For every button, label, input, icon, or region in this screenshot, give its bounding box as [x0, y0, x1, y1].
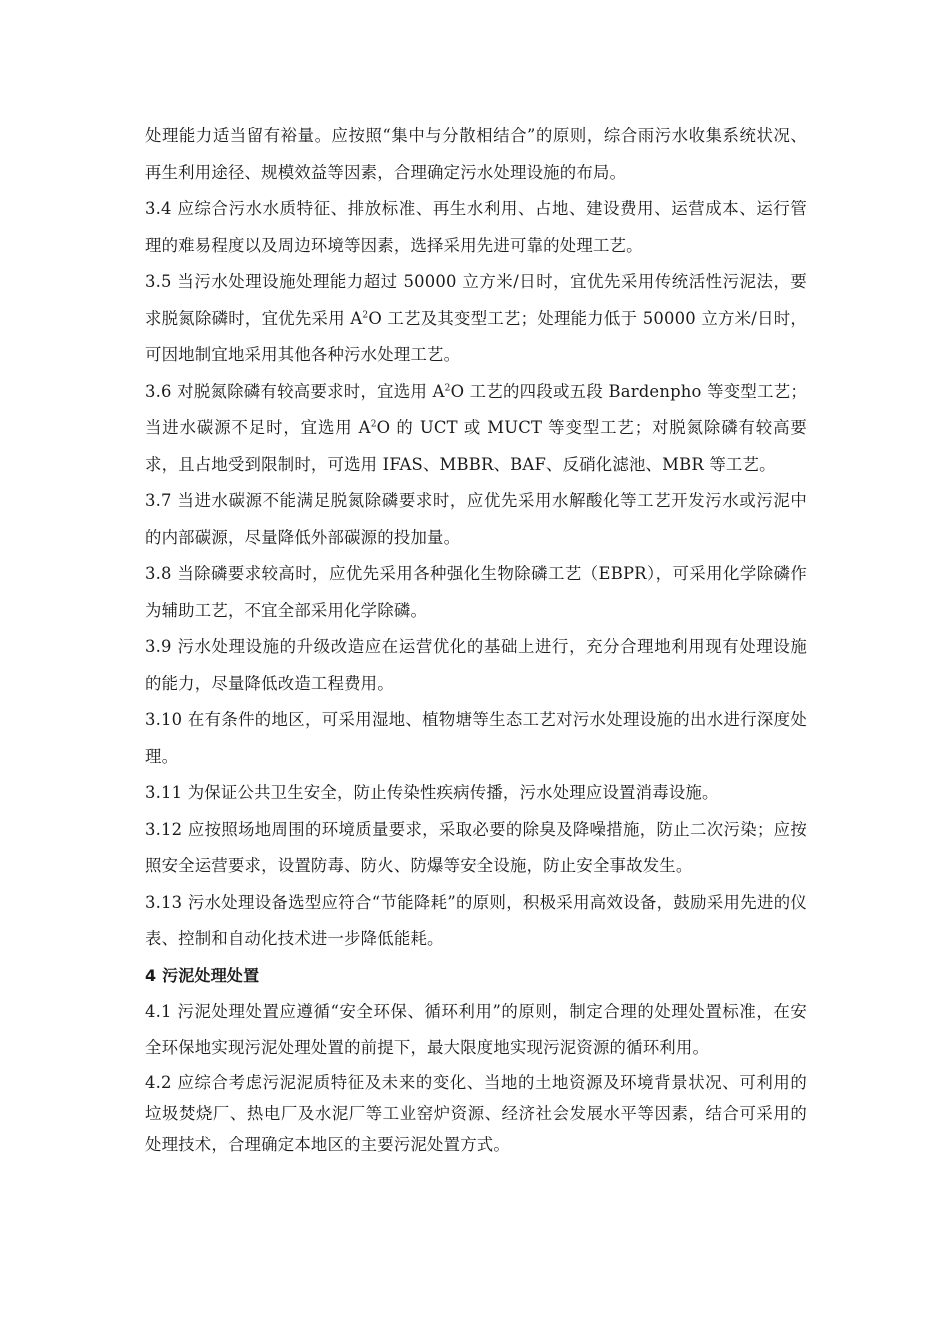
paragraph-3-12: 3.12 应按照场地周围的环境质量要求，采取必要的除臭及降噪措施，防止二次污染；应按照安全运营要求，设置防毒、防火、防爆等安全设施，防止安全事故发生。 — [145, 819, 807, 875]
document-page — [145, 118, 807, 1160]
paragraph-4-1: 4.1 污泥处理处置应遵循“安全环保、循环利用”的原则，制定合理的处理处置标准，在安全环保地实现污泥处理处置的前提下，最大限度地实现污泥资源的循环利用。 — [145, 1001, 807, 1057]
paragraph-3-5 — [145, 264, 807, 374]
paragraph-4-2: 4.2 应综合考虑污泥泥质特征及未来的变化、当地的土地资源及环境背景状况、可利用的垃圾焚烧厂、热电厂及水泥厂等工业窑炉资源、经济社会发展水平等因素，结合可采用的处理技术，合理确定本地区的主要污泥处置方式。 — [145, 1072, 807, 1154]
paragraph-3-10: 3.10 在有条件的地区，可采用湿地、植物塘等生态工艺对污水处理设施的出水进行深度处理。 — [145, 710, 807, 766]
paragraph-3-3-continued: 处理能力适当留有裕量。应按照“集中与分散相结合”的原则，综合雨污水收集系统状况、再生利用途径、规模效益等因素，合理确定污水处理设施的布局。 — [145, 126, 807, 182]
paragraph-3-7: 3.7 当进水碳源不能满足脱氮除磷要求时，应优先采用水解酸化等工艺开发污水或污泥中的内部碳源，尽量降低外部碳源的投加量。 — [145, 491, 807, 547]
paragraph-3-5-part-a: 3.5 当污水处理设施处理能力超过 50000 立方米/日时，宜优先采用传统活性污泥法，要求脱氮除磷时，宜优先采用 A — [145, 272, 807, 328]
superscript-2-second: 2 — [370, 419, 377, 430]
paragraph-3-9: 3.9 污水处理设施的升级改造应在运营优化的基础上进行，充分合理地利用现有处理设施的能力，尽量降低改造工程费用。 — [145, 637, 807, 693]
superscript-2: 2 — [444, 383, 451, 394]
superscript-2: 2 — [362, 310, 369, 321]
section-heading-4: 4 污泥处理处置 — [145, 965, 260, 985]
paragraph-3-11: 3.11 为保证公共卫生安全，防止传染性疾病传播，污水处理应设置消毒设施。 — [145, 783, 719, 802]
paragraph-3-5-part-b: O 工艺及其变型工艺；处理能力低于 50000 立方米/日时，可因地制宜地采用其他各种污水处理工艺。 — [145, 308, 807, 364]
paragraph-3-6 — [145, 374, 807, 484]
paragraph-3-13: 3.13 污水处理设备选型应符合“节能降耗”的原则，积极采用高效设备，鼓励采用先进的仪表、控制和自动化技术进一步降低能耗。 — [145, 892, 807, 948]
paragraph-3-6-part-c: O 的 UCT 或 MUCT 等变型工艺；对脱氮除磷有较高要求，且占地受到限制时，可选用 IFAS、MBBR、BAF、反硝化滤池、MBR 等工艺。 — [145, 418, 807, 474]
paragraph-3-4: 3.4 应综合污水水质特征、排放标准、再生水利用、占地、建设费用、运营成本、运行管理的难易程度以及周边环境等因素，选择采用先进可靠的处理工艺。 — [145, 199, 807, 255]
paragraph-3-6-part-a: 3.6 对脱氮除磷有较高要求时，宜选用 A — [145, 381, 445, 401]
paragraph-3-6-part-b: O 工艺的四段或五段 Bardenpho 等变型工艺；当进水碳源不足时，宜选用 A — [145, 381, 807, 437]
paragraph-3-8: 3.8 当除磷要求较高时，应优先采用各种强化生物除磷工艺（EBPR），可采用化学除磷作为辅助工艺，不宜全部采用化学除磷。 — [145, 564, 807, 620]
